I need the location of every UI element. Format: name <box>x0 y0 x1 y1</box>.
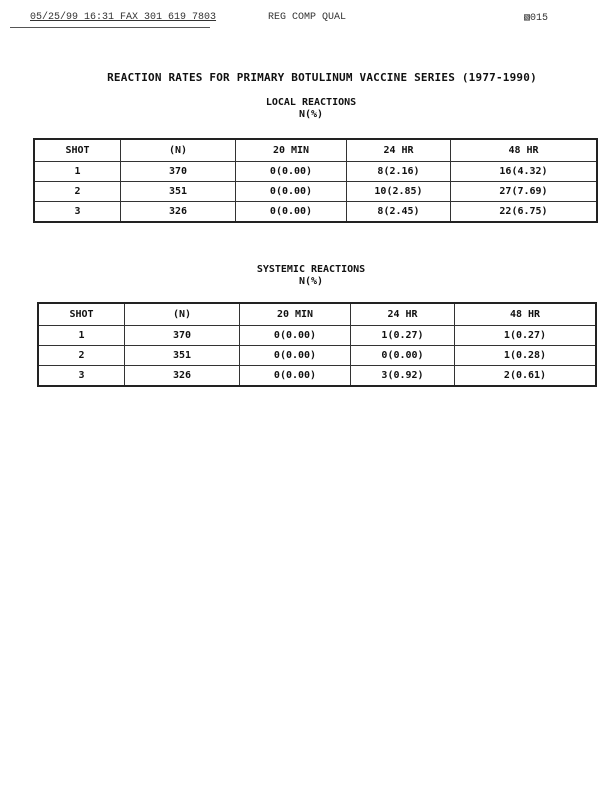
table-cell: 0(0.00) <box>240 326 351 346</box>
table-cell: 16(4.32) <box>451 162 598 182</box>
systemic-reactions-heading <box>0 264 612 288</box>
table-row <box>38 346 596 366</box>
local-reactions-table <box>33 138 598 223</box>
column-header: 24 HR <box>351 303 455 326</box>
table-cell: 2 <box>38 346 125 366</box>
table-cell: 3 <box>38 366 125 387</box>
document-title: REACTION RATES FOR PRIMARY BOTULINUM VACCINE SERIES (1977-1990) <box>107 71 537 84</box>
table-cell: 1(0.27) <box>455 326 597 346</box>
fax-header-sender: 05/25/99 16:31 FAX 301 619 7803 <box>30 12 217 23</box>
table-cell: 22(6.75) <box>451 202 598 223</box>
table-cell: 0(0.00) <box>236 202 347 223</box>
table-cell: 27(7.69) <box>451 182 598 202</box>
table-cell: 3(0.92) <box>351 366 455 387</box>
column-header: (N) <box>121 139 236 162</box>
table-cell: 2 <box>34 182 121 202</box>
local-reactions-title: LOCAL REACTIONS <box>265 97 357 108</box>
table-cell: 1 <box>38 326 125 346</box>
fax-header-rule <box>10 27 210 28</box>
table-row <box>38 326 596 346</box>
table-cell: 0(0.00) <box>236 162 347 182</box>
table-cell: 8(2.16) <box>347 162 451 182</box>
column-header: 20 MIN <box>240 303 351 326</box>
table-cell: 0(0.00) <box>240 366 351 387</box>
table-row <box>34 182 597 202</box>
table-cell: 2(0.61) <box>455 366 597 387</box>
table-cell: 351 <box>121 182 236 202</box>
column-header: 48 HR <box>451 139 598 162</box>
table-cell: 1(0.28) <box>455 346 597 366</box>
table-row <box>34 162 597 182</box>
table-cell: 326 <box>125 366 240 387</box>
table-row <box>34 202 597 223</box>
systemic-reactions-subtitle: N(%) <box>298 276 324 287</box>
table-cell: 10(2.85) <box>347 182 451 202</box>
table-header-row <box>38 303 596 326</box>
table-cell: 0(0.00) <box>351 346 455 366</box>
table-cell: 370 <box>125 326 240 346</box>
table-cell: 370 <box>121 162 236 182</box>
table-cell: 0(0.00) <box>240 346 351 366</box>
column-header: 48 HR <box>455 303 597 326</box>
table-header-row <box>34 139 597 162</box>
column-header: SHOT <box>34 139 121 162</box>
local-reactions-subtitle: N(%) <box>298 109 324 120</box>
table-cell: 0(0.00) <box>236 182 347 202</box>
column-header: 24 HR <box>347 139 451 162</box>
table-cell: 1(0.27) <box>351 326 455 346</box>
local-reactions-heading <box>0 97 612 121</box>
column-header: (N) <box>125 303 240 326</box>
fax-header-department: REG COMP QUAL <box>268 12 347 23</box>
table-row <box>38 366 596 387</box>
table-cell: 3 <box>34 202 121 223</box>
table-cell: 326 <box>121 202 236 223</box>
table-cell: 351 <box>125 346 240 366</box>
table-cell: 8(2.45) <box>347 202 451 223</box>
column-header: SHOT <box>38 303 125 326</box>
systemic-reactions-table <box>37 302 597 387</box>
table-cell: 1 <box>34 162 121 182</box>
column-header: 20 MIN <box>236 139 347 162</box>
systemic-reactions-title: SYSTEMIC REACTIONS <box>256 264 366 275</box>
fax-header-page-number: ▧015 <box>524 13 549 24</box>
